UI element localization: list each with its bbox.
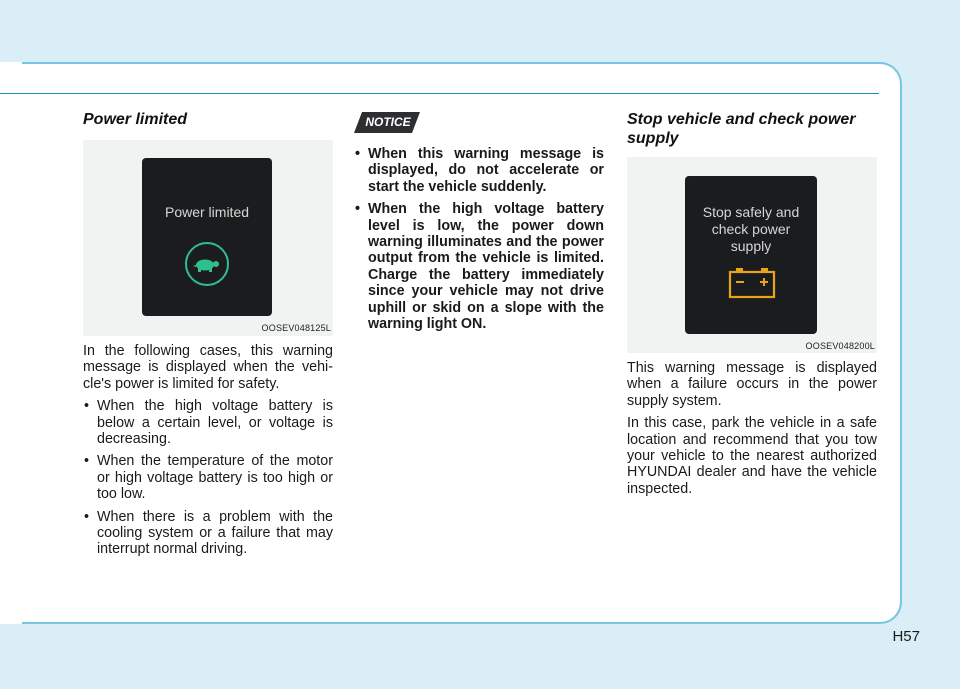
notice-body bbox=[354, 146, 604, 338]
power-limited-intro: In the following cases, this warning message is displayed when the vehi-cle's power is limited for safety. bbox=[83, 343, 333, 392]
stop-vehicle-display bbox=[685, 176, 817, 334]
page-left-edge bbox=[0, 62, 22, 624]
list-item: • When there is a problem with the cooling system or a failure that may interrupt normal driving. bbox=[83, 509, 333, 558]
power-limited-body bbox=[83, 343, 333, 564]
stop-vehicle-display-text: Stop safely and check power supply bbox=[702, 204, 800, 254]
power-limited-bullets bbox=[83, 398, 333, 558]
stop-vehicle-body bbox=[627, 360, 877, 503]
list-item: • When this warning message is displayed, do not accelerate or start the vehicle suddenly. bbox=[354, 146, 604, 195]
notice-label: NOTICE bbox=[365, 115, 411, 129]
power-limited-figure bbox=[83, 140, 333, 336]
stop-vehicle-caption: OOSEV048200L bbox=[805, 341, 875, 351]
power-limited-display-text: Power limited bbox=[164, 204, 250, 220]
page-number: H57 bbox=[892, 628, 920, 645]
notice-badge bbox=[354, 112, 420, 133]
turtle-icon bbox=[184, 241, 230, 287]
power-limited-heading: Power limited bbox=[83, 111, 188, 128]
stop-vehicle-paragraph: In this case, park the vehicle in a safe location and recommend that you tow your vehicle to the nearest authorized HYUNDAI dealer and have the vehicle inspected. bbox=[627, 415, 877, 497]
header-rule bbox=[0, 93, 879, 94]
notice-bullets bbox=[354, 146, 604, 332]
stop-vehicle-figure bbox=[627, 157, 877, 353]
list-item: • When the high voltage battery is below a certain level, or voltage is decreasing. bbox=[83, 398, 333, 447]
stop-vehicle-heading: Stop vehicle and check power supply bbox=[627, 111, 856, 147]
list-item: • When the temperature of the motor or high voltage battery is too high or too low. bbox=[83, 453, 333, 502]
list-item: • When the high voltage battery level is low, the power down warning illuminates and the power output from the vehicle is limited. Charge the battery immediately since your vehicle may not drive uphill or skid on a slope with the warning light ON. bbox=[354, 201, 604, 332]
power-limited-caption: OOSEV048125L bbox=[261, 323, 331, 333]
power-limited-display bbox=[142, 158, 272, 316]
battery-icon bbox=[728, 267, 776, 299]
stop-vehicle-paragraph: This warning message is displayed when a failure occurs in the power supply system. bbox=[627, 360, 877, 409]
